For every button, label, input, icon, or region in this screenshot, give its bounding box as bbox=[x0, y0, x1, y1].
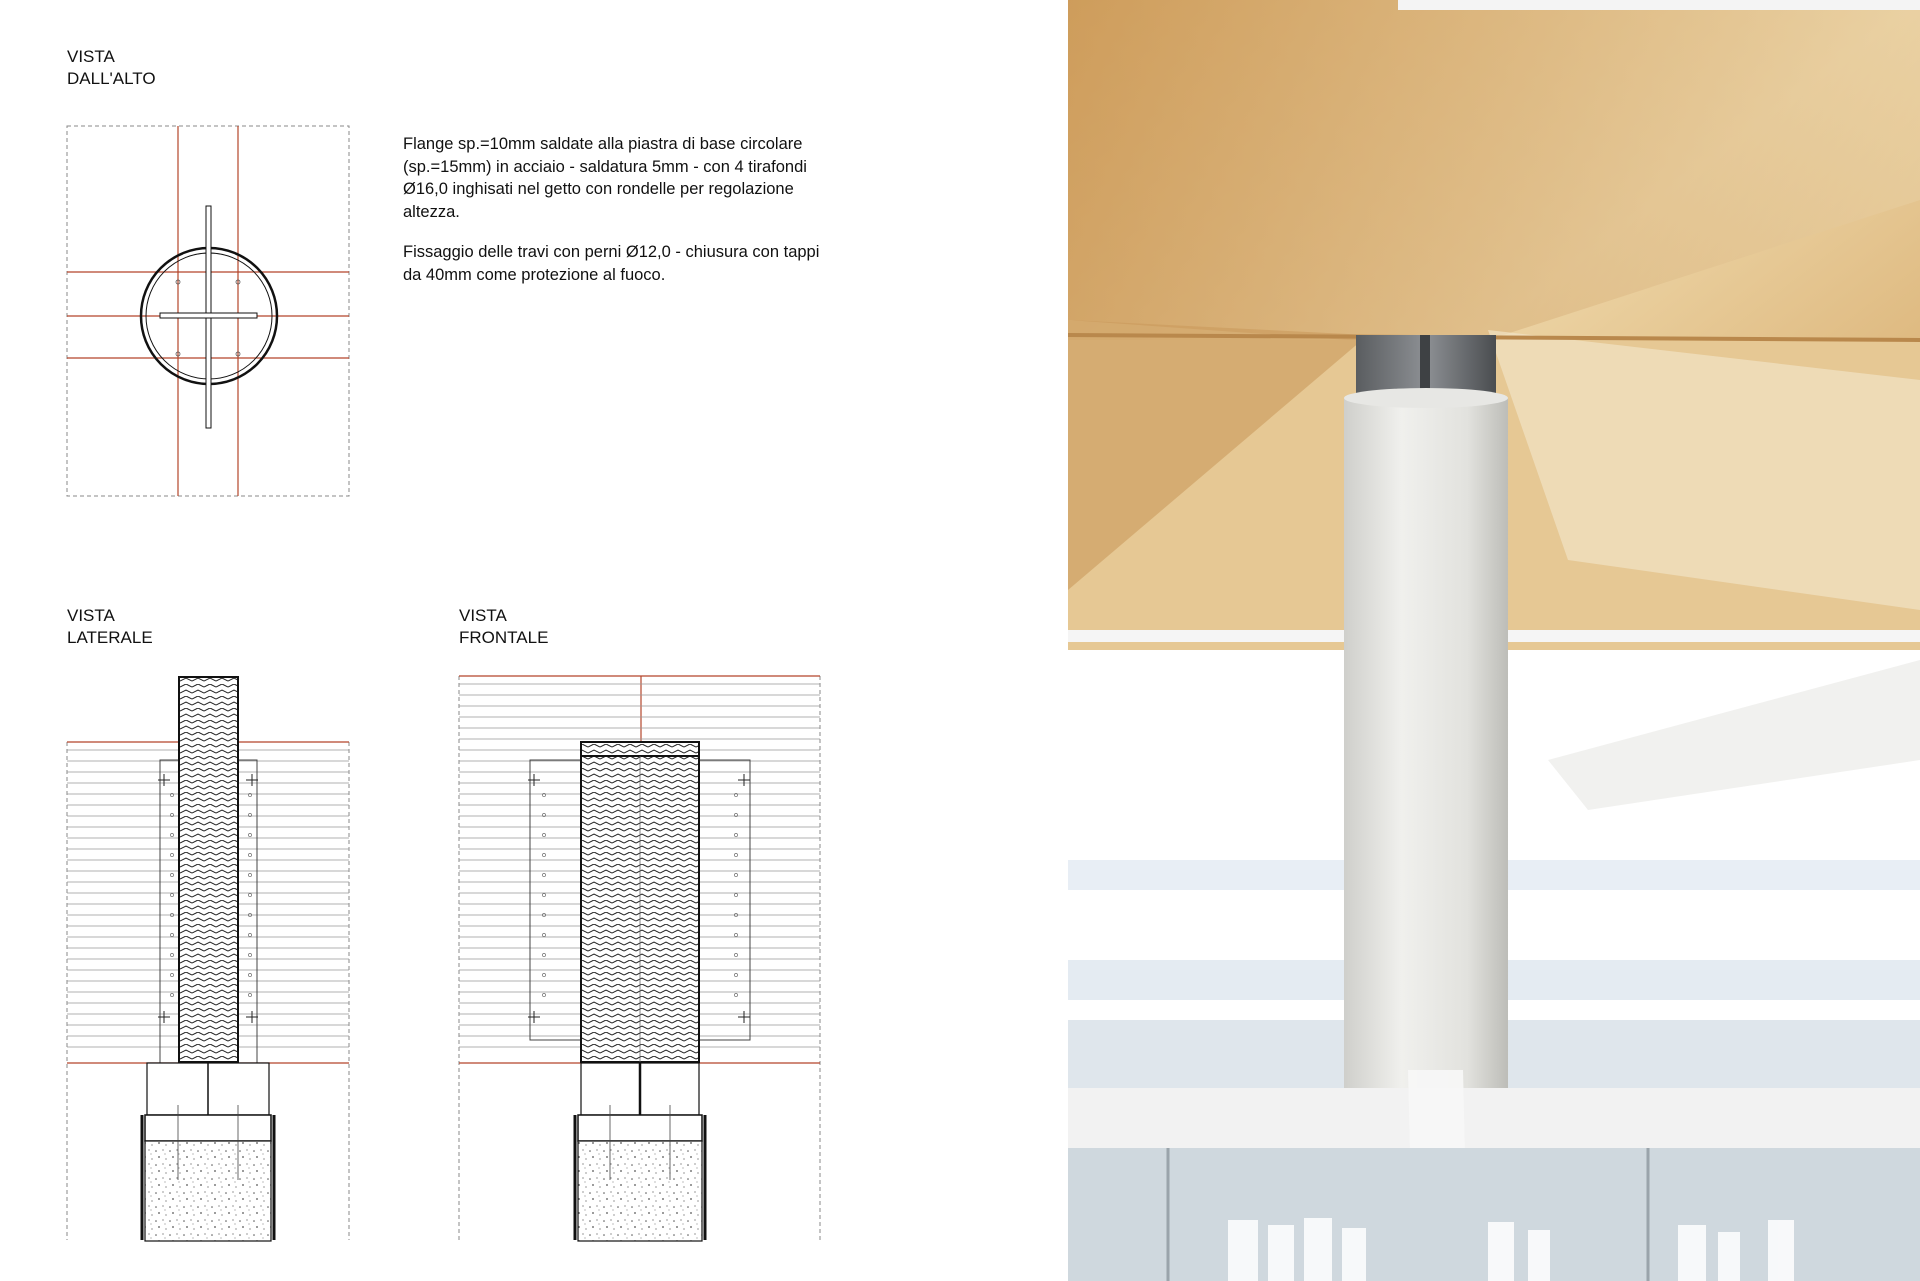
notes-paragraph-fixing: Fissaggio delle travi con perni Ø12,0 - chiusura con tappi da 40mm come protezione al fuoco. bbox=[403, 243, 820, 284]
column-photo-illustration bbox=[1068, 0, 1920, 1281]
front-view-label-line1: VISTA bbox=[459, 606, 507, 625]
front-view-drawing bbox=[459, 676, 820, 1241]
side-view-label-line1: VISTA bbox=[67, 606, 115, 625]
side-view-drawing bbox=[67, 677, 349, 1241]
top-view-drawing bbox=[67, 126, 349, 496]
side-view-label-line2: LATERALE bbox=[67, 628, 153, 647]
notes-paragraph-flanges: Flange sp.=10mm saldate alla piastra di base circolare (sp.=15mm) in acciaio - saldatura 5mm - con 4 tirafondi Ø16,0 inghisati nel getto con rondelle per regolazione altezza. bbox=[403, 135, 807, 221]
top-view-label-line1: VISTA bbox=[67, 47, 115, 66]
top-view-label-line2: DALL'ALTO bbox=[67, 69, 156, 88]
front-view-label-line2: FRONTALE bbox=[459, 628, 549, 647]
column-photo bbox=[1068, 0, 1920, 1281]
